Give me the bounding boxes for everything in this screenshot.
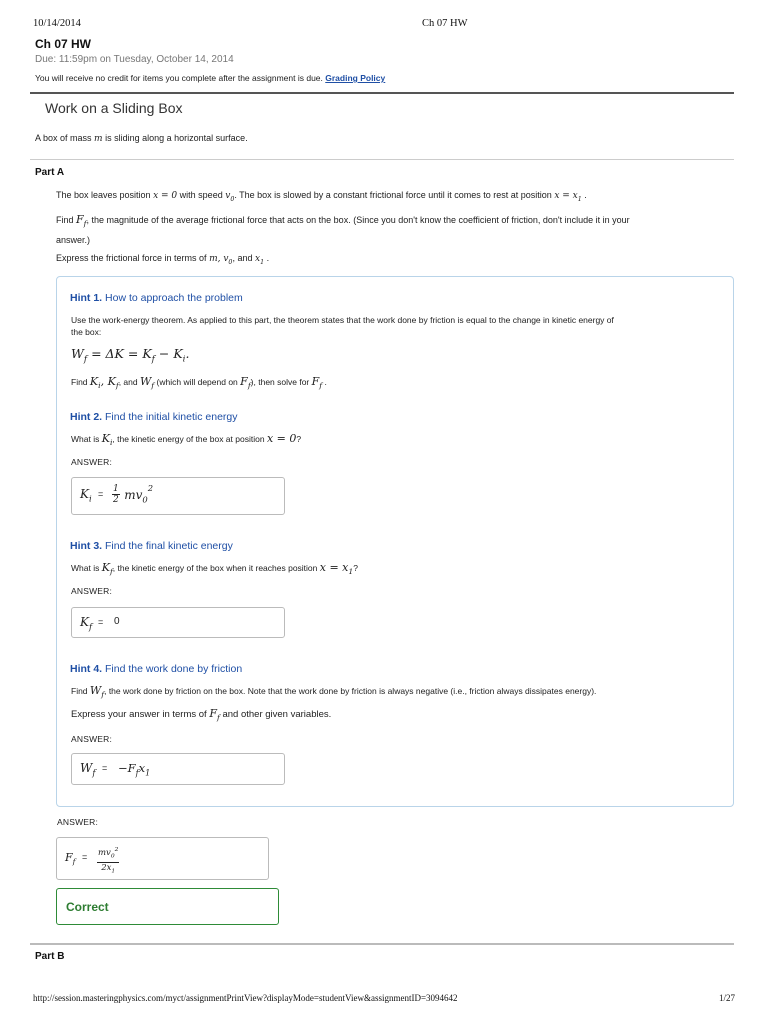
text: What is	[71, 563, 100, 573]
divider	[30, 943, 734, 945]
var-ki: $K_i$, $K_f$	[89, 375, 119, 391]
text: Find	[56, 215, 74, 225]
answer-value: 0	[114, 616, 120, 627]
var-x1: $x_1$	[254, 254, 265, 266]
var-ki: $K_i$	[101, 432, 113, 448]
part-a-express	[56, 250, 269, 271]
hint-2-heading[interactable]	[70, 411, 238, 423]
text: Find	[71, 686, 88, 696]
eq-x-0: x = 0	[266, 432, 297, 445]
text: , the magnitude of the average frictional force that acts on the box. (Since you don't know the coefficient of friction, don't include it in your	[86, 215, 630, 225]
eq-x-x1: $x = x_1$	[319, 561, 354, 577]
part-b-label: Part B	[35, 951, 65, 962]
hint-title: How to approach the problem	[105, 292, 243, 304]
part-a-statement	[56, 187, 587, 208]
var-ff: $F_f$	[240, 375, 251, 391]
hint-1-equation: $W_f = \Delta K = K_f - K_i$.	[71, 346, 190, 365]
hint-4-answer-box[interactable]	[71, 753, 285, 785]
hint-3-question	[71, 562, 358, 578]
text: with speed	[179, 190, 223, 200]
text: , and	[232, 253, 253, 263]
print-date: 10/14/2014	[33, 18, 81, 29]
hint-4-heading[interactable]	[70, 663, 242, 675]
text: (which will depend on	[156, 377, 238, 387]
text: . The box is slowed by a constant frictional force until it comes to rest at position	[234, 190, 552, 200]
hint-number: Hint 3.	[70, 540, 103, 552]
answer-value: $-F_fx_1$	[118, 761, 151, 778]
answer-lhs: $K_i$	[80, 487, 92, 504]
intro-text-end: is sliding along a horizontal surface.	[105, 133, 248, 143]
hint-title: Find the initial kinetic energy	[105, 411, 238, 423]
var-ff: $F_f$	[209, 707, 220, 723]
correct-label: Correct	[66, 900, 109, 914]
page-number: 1/27	[718, 993, 735, 1003]
hint-title: Find the final kinetic energy	[105, 540, 233, 552]
eq-x-x1: $x = x_1$	[554, 191, 582, 203]
answer-label: ANSWER:	[71, 734, 113, 744]
hint-2-answer-box[interactable]	[71, 477, 285, 515]
equals-sign: =	[102, 763, 108, 773]
correct-feedback	[56, 888, 279, 925]
text: , the work done by friction on the box. Note that the work done by friction is always negative (i.e., friction always dissipates energy).	[104, 686, 597, 696]
part-a-answer-box[interactable]	[56, 837, 269, 880]
intro-text: A box of mass	[35, 133, 92, 143]
text: ), then solve for	[250, 377, 310, 387]
part-a-question	[56, 212, 716, 248]
answer-lhs: $W_f$	[80, 761, 96, 778]
divider	[30, 92, 734, 94]
answer-value: $\frac{mv_0^2}{2x_1}$	[98, 846, 119, 875]
var-m: m	[94, 134, 103, 144]
divider	[30, 159, 734, 160]
var-wf: $W_f$	[89, 684, 105, 700]
part-a-answer-label: ANSWER:	[57, 817, 99, 827]
print-header	[33, 18, 735, 32]
answer-label: ANSWER:	[71, 457, 113, 467]
vars-m-v0: m, $v_0$	[209, 254, 233, 266]
text: The box leaves position	[56, 190, 151, 200]
text: ?	[353, 563, 359, 573]
notice-text: You will receive no credit for items you complete after the assignment is due.	[35, 73, 323, 83]
answer-value: $\frac{1}{2}$ $mv_0^2$	[113, 482, 154, 505]
hint-number: Hint 2.	[70, 411, 103, 423]
text: Use the work-energy theorem. As applied to this part, the theorem states that the work done by friction is equal to the change in kinetic energy of	[71, 315, 614, 325]
due-date: Due: 11:59pm on Tuesday, October 14, 2014	[35, 54, 234, 65]
text: .	[584, 190, 587, 200]
problem-title: Work on a Sliding Box	[45, 100, 183, 116]
hint-2-question	[71, 433, 301, 449]
hint-4-express	[71, 708, 331, 724]
text: , and	[118, 377, 138, 387]
text: ?	[296, 434, 302, 444]
answer-label: ANSWER:	[71, 586, 113, 596]
text: and other given variables.	[222, 709, 332, 720]
var-ff: $F_f$	[76, 213, 87, 229]
answer-lhs: $F_f$	[65, 851, 76, 867]
text: the box:	[71, 327, 102, 337]
text: Find	[71, 377, 88, 387]
print-title: Ch 07 HW	[422, 18, 468, 29]
answer-lhs: $K_f$	[80, 615, 93, 632]
hint-number: Hint 4.	[70, 663, 103, 675]
hint-3-heading[interactable]	[70, 540, 233, 552]
hint-title: Find the work done by friction	[105, 663, 243, 675]
problem-intro	[35, 133, 248, 144]
equals-sign: =	[98, 617, 104, 627]
eq-x-0: x = 0	[153, 191, 178, 201]
text: Express the frictional force in terms of	[56, 253, 207, 263]
hint-3-answer-box[interactable]	[71, 607, 285, 638]
part-a-label: Part A	[35, 167, 65, 178]
var-kf: $K_f$	[101, 561, 113, 577]
assignment-title: Ch 07 HW	[35, 37, 92, 51]
text: What is	[71, 434, 100, 444]
text: , the kinetic energy of the box at position	[112, 434, 265, 444]
text: , the kinetic energy of the box when it reaches position	[112, 563, 318, 573]
equals-sign: =	[82, 852, 88, 862]
var-ff: $F_f$	[311, 375, 323, 391]
hint-1-instructions	[71, 376, 327, 392]
equals-sign: =	[98, 489, 104, 499]
text: answer.)	[56, 235, 91, 246]
hint-1-heading[interactable]	[70, 292, 243, 304]
text: .	[324, 377, 327, 387]
text: Express your answer in terms of	[71, 709, 207, 720]
credit-notice	[35, 73, 385, 83]
hint-4-question	[71, 685, 721, 701]
grading-policy-link[interactable]: Grading Policy	[325, 73, 386, 83]
hint-1-text	[71, 314, 721, 338]
hint-number: Hint 1.	[70, 292, 103, 304]
text: .	[266, 253, 270, 263]
page-url: http://session.masteringphysics.com/myct/assignmentPrintView?displayMode=studentView&assignmentID=3094642	[33, 993, 458, 1003]
var-v0: $v_0$	[225, 191, 235, 203]
var-wf: $W_f$	[139, 375, 155, 391]
